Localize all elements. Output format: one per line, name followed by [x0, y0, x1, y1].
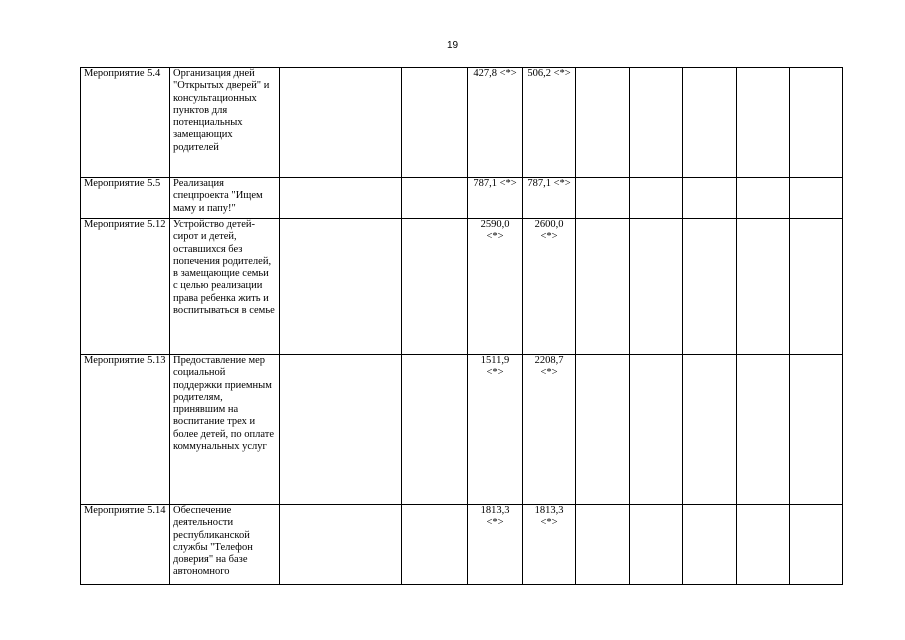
activity-name: Реализация спецпроекта "Ищем маму и папу!"	[170, 178, 280, 219]
table-row	[81, 505, 843, 585]
value-cell: 787,1 <*>	[468, 178, 523, 219]
empty-cell	[630, 68, 683, 178]
value-cell: 1511,9 <*>	[468, 355, 523, 505]
empty-cell	[280, 68, 402, 178]
empty-cell	[683, 505, 737, 585]
empty-cell	[790, 219, 843, 355]
value-cell: 1813,3 <*>	[523, 505, 576, 585]
empty-cell	[790, 178, 843, 219]
activity-id: Мероприятие 5.4	[81, 68, 170, 178]
empty-cell	[737, 178, 790, 219]
value-cell: 427,8 <*>	[468, 68, 523, 178]
empty-cell	[630, 219, 683, 355]
empty-cell	[630, 355, 683, 505]
activity-name: Организация дней "Открытых дверей" и консультационных пунктов для потенциальных замещающих родителей	[170, 68, 280, 178]
activity-id: Мероприятие 5.5	[81, 178, 170, 219]
value-cell: 2590,0 <*>	[468, 219, 523, 355]
activity-id: Мероприятие 5.13	[81, 355, 170, 505]
table-row	[81, 178, 843, 219]
page-number: 19	[446, 40, 459, 51]
empty-cell	[280, 355, 402, 505]
empty-cell	[402, 355, 468, 505]
empty-cell	[280, 505, 402, 585]
program-activities-table	[80, 67, 843, 585]
empty-cell	[402, 505, 468, 585]
empty-cell	[683, 178, 737, 219]
activity-name: Обеспечение деятельности республиканской службы "Телефон доверия" на базе автономного	[170, 505, 280, 585]
activity-name: Предоставление мер социальной поддержки приемным родителям, принявшим на воспитание трех и более детей, по оплате коммунальных услуг	[170, 355, 280, 505]
table-row	[81, 219, 843, 355]
empty-cell	[576, 505, 630, 585]
empty-cell	[630, 505, 683, 585]
empty-cell	[280, 178, 402, 219]
empty-cell	[790, 68, 843, 178]
table-row	[81, 355, 843, 505]
empty-cell	[737, 355, 790, 505]
empty-cell	[737, 505, 790, 585]
value-cell: 2600,0 <*>	[523, 219, 576, 355]
activity-name: Устройство детей-сирот и детей, оставшихся без попечения родителей, в замещающие семьи с целью реализации права ребенка жить и воспитываться в семье	[170, 219, 280, 355]
empty-cell	[280, 219, 402, 355]
empty-cell	[683, 219, 737, 355]
value-cell: 2208,7 <*>	[523, 355, 576, 505]
value-cell: 1813,3 <*>	[468, 505, 523, 585]
empty-cell	[402, 68, 468, 178]
empty-cell	[683, 355, 737, 505]
value-cell: 787,1 <*>	[523, 178, 576, 219]
empty-cell	[576, 219, 630, 355]
empty-cell	[790, 505, 843, 585]
empty-cell	[683, 68, 737, 178]
empty-cell	[576, 68, 630, 178]
value-cell: 506,2 <*>	[523, 68, 576, 178]
activity-id: Мероприятие 5.14	[81, 505, 170, 585]
empty-cell	[576, 178, 630, 219]
empty-cell	[790, 355, 843, 505]
empty-cell	[737, 219, 790, 355]
empty-cell	[402, 178, 468, 219]
empty-cell	[737, 68, 790, 178]
activity-id: Мероприятие 5.12	[81, 219, 170, 355]
empty-cell	[576, 355, 630, 505]
table-row	[81, 68, 843, 178]
empty-cell	[402, 219, 468, 355]
empty-cell	[630, 178, 683, 219]
